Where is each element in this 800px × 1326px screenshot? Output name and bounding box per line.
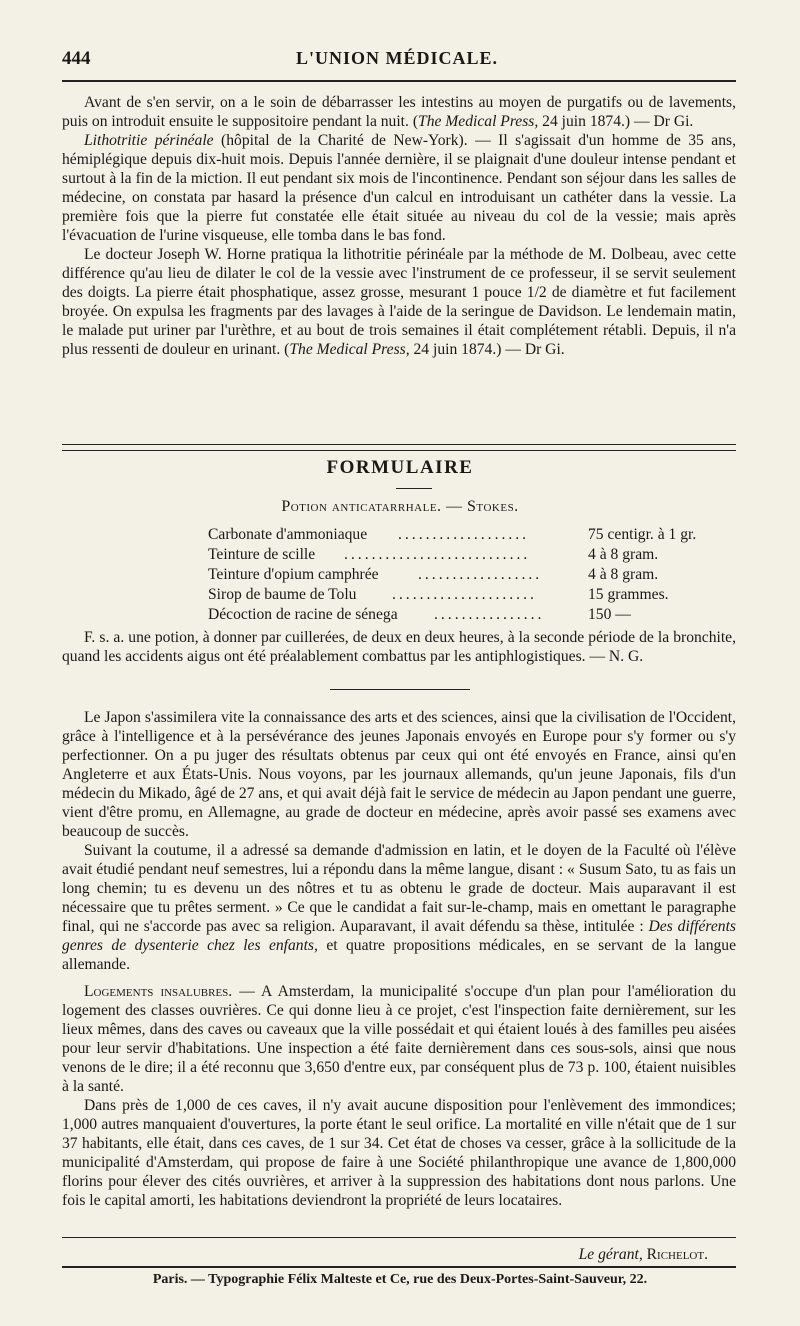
gerant-signature [579, 1246, 708, 1264]
ingredient-row [208, 586, 728, 605]
paragraph-suppository: Avant de s'en servir, on a le soin de débarrasser les intestins au moyen de purgatifs ou de lavements, puis on introduit ensuite le suppositoire pendant la nuit. (The Medical Press, 24 juin 1874.) — Dr Gi. [62, 94, 736, 130]
ingredient-name: Sirop de baume de Tolu [208, 586, 357, 603]
paragraph-logements: Logements insalubres. — A Amsterdam, la municipalité s'occupe d'un plan pour l'amélioration du logement des classes ouvrières. Ce qui donne lieu à ce projet, c'est l'inspection faite dernièrement, sur les lieux mêmes, dans des caves ou caveaux que la ville possédait et qui étaient loués à des familles peu aisées pour leur servir d'habitations. Une inspection a été faite dernièrement dans ces sous-sols, ainsi que nous venons de le dire; il a été reconnu que 3,650 d'entre eux, par conséquent plus de 73 p. 100, étaient nuisibles à la santé. [62, 983, 736, 1095]
short-rule [396, 488, 432, 489]
ingredient-name: Teinture d'opium camphrée [208, 566, 379, 583]
gerant-label: Le gérant, [578, 1246, 643, 1263]
ingredient-name: Teinture de scille [208, 546, 316, 563]
news-section [62, 708, 736, 1210]
footer-rule-thick [62, 1266, 736, 1268]
page-number: 444 [62, 48, 91, 69]
ingredient-name: Carbonate d'ammoniaque [208, 526, 368, 543]
source-citation: The Medical Press, [289, 341, 410, 358]
paragraph-lithotritie: Lithotritie périnéale (hôpital de la Charité de New-York). — Il s'agissait d'un homme de 35 ans, hémiplégique depuis dix-huit mois. Depuis l'année dernière, il se plaignait d'une douleur intense pendant et surtout à la fin de la miction. Il eut pendant six mois de l'incontinence. Pendant son séjour dans les salles de médecine, on constata par hasard la présence d'un calcul en introduisant un cathéter dans la vessie. La première fois que la pierre fut constatée elle était située au niveau du col de la vessie; mais après l'évacuation de l'urine visqueuse, elle tomba dans le bas fond. [62, 132, 736, 244]
footer-rule [62, 1237, 736, 1238]
journal-title: L'UNION MÉDICALE. [295, 48, 499, 68]
thesis-title: Des différents genres de dysenterie chez les enfants, [62, 918, 736, 954]
leader-dots: ................... [398, 526, 530, 543]
ingredient-qty: 4 à 8 gram. [588, 546, 659, 563]
ingredient-row [208, 606, 728, 625]
ingredient-qty: 150 — [588, 606, 631, 623]
ingredient-name: Décoction de racine de sénega [208, 606, 398, 623]
leader-dots: ................ [434, 606, 545, 623]
printer-imprint: Paris. — Typographie Félix Malteste et Ce, rue des Deux-Portes-Saint-Sauveur, 22. [152, 1272, 648, 1287]
source-citation: The Medical Press, [418, 113, 539, 130]
separator-rule [330, 689, 470, 690]
section-title-formulaire: FORMULAIRE [326, 457, 474, 478]
ingredient-row [208, 526, 728, 545]
ingredient-qty: 75 centigr. à 1 gr. [588, 526, 697, 543]
paragraph-instructions: F. s. a. une potion, à donner par cuillerées, de deux en deux heures, à la seconde période de la bronchite, quand les accidents aigus ont été préalablement combattus par les antiphlogistiques. — N. G. [62, 629, 736, 665]
top-section [62, 93, 736, 359]
paragraph-horne: Le docteur Joseph W. Horne pratiqua la lithotritie périnéale par la méthode de M. Dolbeau, avec cette différence qu'au lieu de dilater le col de la vessie avec l'instrument de ce professeur, il se servit seulement des doigts. La pierre était phosphatique, assez grosse, mesurant 1 pouce 1/2 de diamètre et fut facilement broyée. On expulsa les fragments par des lavages à l'aide de la seringue de Davidson. Le lendemain matin, le malade put uriner par l'urèthre, et au bout de trois semaines il était complétement rétabli. Depuis, il n'a plus ressenti de douleur en urinant. (The Medical Press, 24 juin 1874.) — Dr Gi. [62, 246, 736, 358]
gerant-name: Richelot. [646, 1246, 708, 1263]
leader-dots: .................. [418, 566, 543, 583]
article-title: Lithotritie périnéale [84, 132, 214, 149]
ingredient-qty: 15 grammes. [588, 586, 669, 603]
leader-dots: ..................... [392, 586, 537, 603]
paragraph-caves: Dans près de 1,000 de ces caves, il n'y avait aucune disposition pour l'enlèvement des immondices; 1,000 autres manquaient d'ouvertures, la porte étant le seul orifice. La mortalité en ville n'était que de 1 sur 37 habitants, elle était, dans ces caves, de 1 sur 34. Cet état de choses va cesser, grâce à la sollicitude de la municipalité d'Amsterdam, qui propose de faire à une Société philanthropique une avance de 1,800,000 florins pour élever des cités ouvrières, et arriver à la suppression des habitations dont nous parlons. Une fois le capital amorti, les habitations deviendront la propriété de leurs locataires. [62, 1097, 736, 1209]
section-double-rule [62, 444, 736, 451]
ingredient-row [208, 546, 728, 565]
leader-dots: ........................... [344, 546, 531, 563]
paragraph-japon: Le Japon s'assimilera vite la connaissance des arts et des sciences, ainsi que la civilisation de l'Occident, grâce à l'intelligence et à la persévérance des jeunes Japonais envoyés en Europe pour s'y former ou s'y perfectionner. On a pu juger des résultats obtenus par ceux qui ont été envoyés en France, ainsi qu'en Angleterre et aux États-Unis. Nous voyons, par les journaux allemands, qu'un jeune Japonais, fils d'un médecin du Mikado, âgé de 27 ans, et qui avait déjà fait le service de médecin au Japon pendant une guerre, vient d'être promu, en Allemagne, au grade de docteur en médecine, après avoir passé ses examens avec beaucoup de succès. [62, 709, 736, 840]
formulaire-instructions [62, 628, 736, 666]
header-rule [62, 80, 736, 82]
ingredient-row [208, 566, 728, 585]
recipe-title: Potion anticatarrhale. — Stokes. [281, 498, 519, 515]
paragraph-sato: Suivant la coutume, il a adressé sa demande d'admission en latin, et le doyen de la Faculté où l'élève avait étudié pendant neuf semestres, lui a répondu dans la même langue, disant : « Susum Sato, tu as fais un long chemin; tu es devenu un des nôtres et tu as obtenu le grade de docteur. Mais auparavant il est nécessaire que tu prêtes serment. » Ce que le candidat a fait sur-le-champ, mais en omettant le paragraphe final, qui ne s'accorde pas avec sa religion. Auparavant, il avait défendu sa thèse, intitulée : Des différents genres de dysenterie chez les enfants, et quatre propositions médicales, en se servant de la langue allemande. [62, 842, 737, 973]
article-title: Logements insalubres. [84, 983, 233, 1000]
running-head [62, 48, 732, 72]
ingredient-qty: 4 à 8 gram. [588, 566, 659, 583]
